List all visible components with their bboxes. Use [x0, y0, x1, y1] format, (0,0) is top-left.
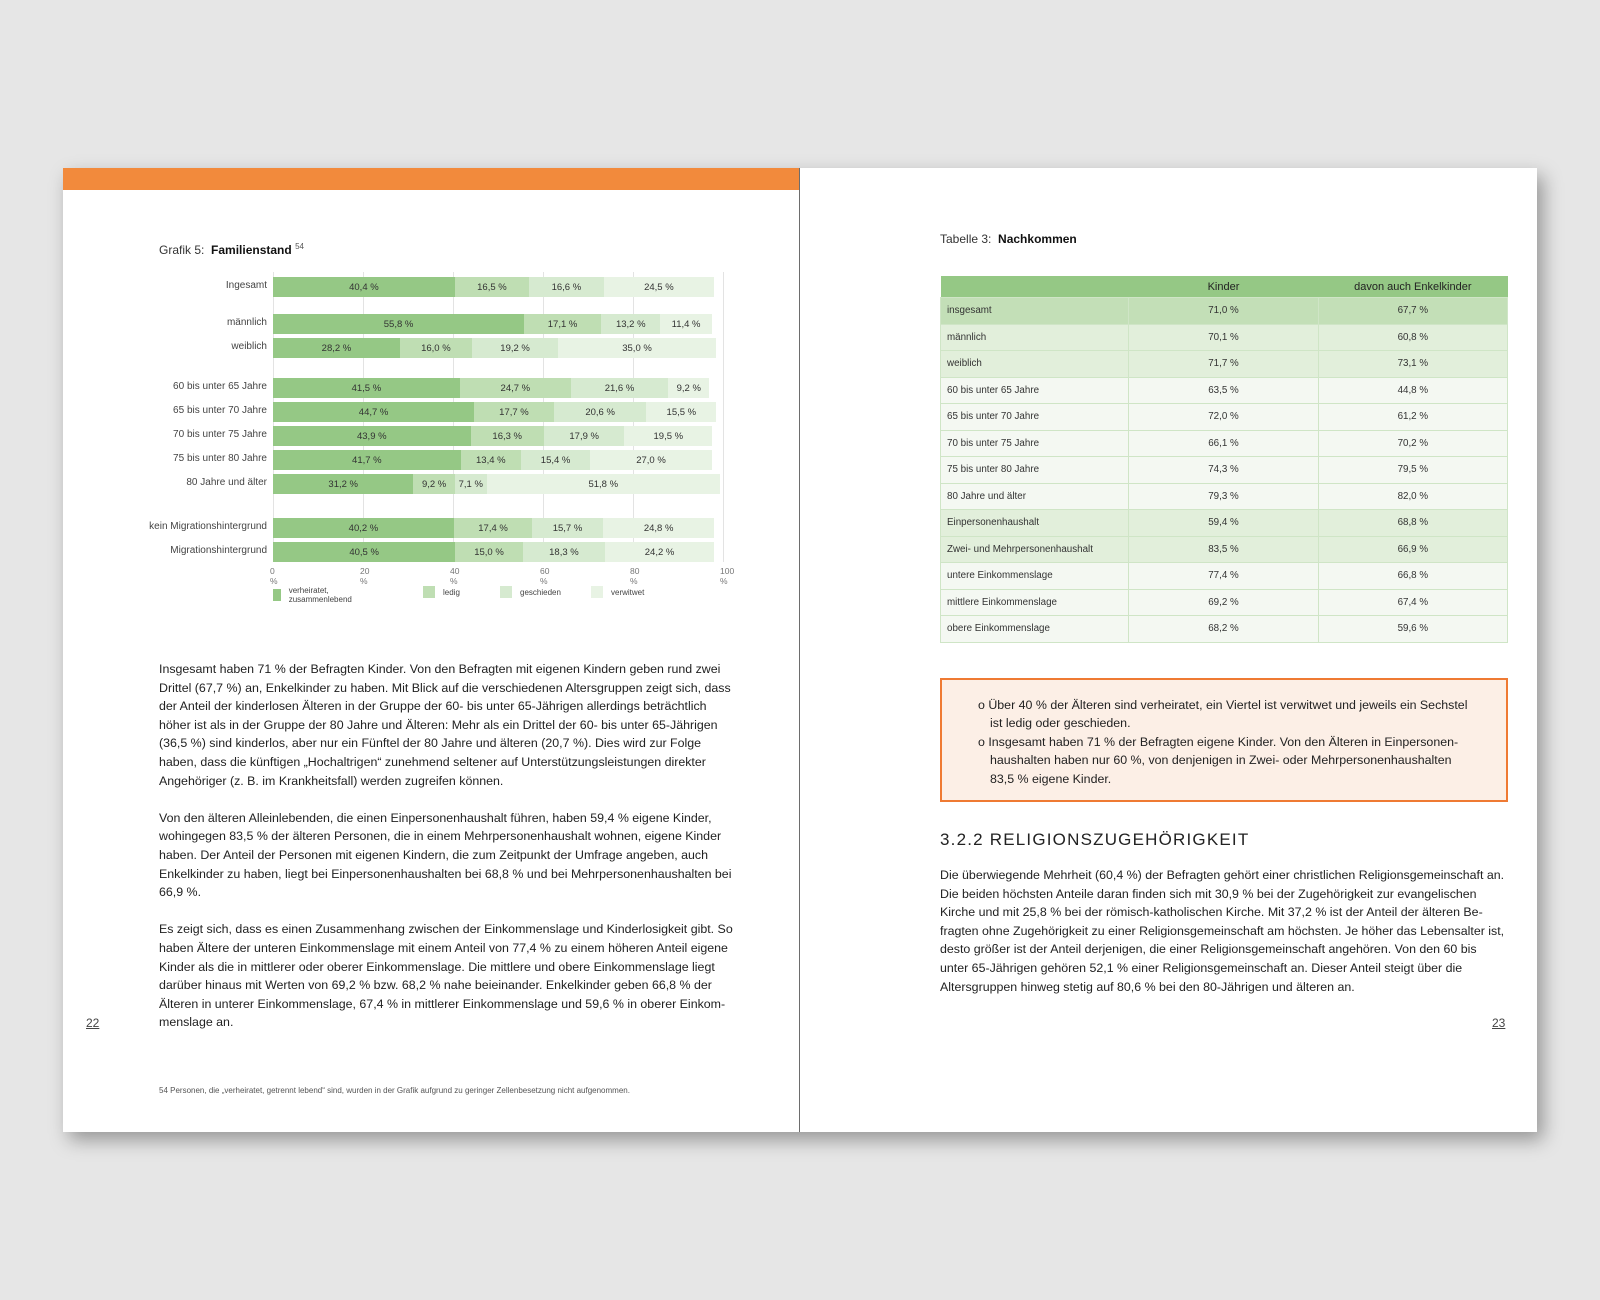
table-caption-title: Nachkommen — [998, 232, 1077, 246]
kinder-cell: 83,5 % — [1129, 536, 1318, 563]
bar-row — [273, 426, 712, 446]
x-tick-label: 40 % — [450, 566, 460, 586]
row-label-cell: mittlere Einkommenslage — [941, 589, 1129, 616]
gridline — [723, 272, 724, 562]
figure-caption-prefix: Grafik 5: — [159, 243, 205, 257]
bar-row — [273, 518, 714, 538]
body-text-right — [940, 866, 1508, 1015]
bar-row — [273, 277, 714, 297]
enkel-cell: 70,2 % — [1318, 430, 1507, 457]
bar-segment-ledig: 15,0 % — [455, 542, 523, 562]
legend-label: ledig — [443, 587, 460, 597]
bar-segment-verheiratet: 41,5 % — [273, 378, 460, 398]
bar-segment-geschieden: 7,1 % — [455, 474, 487, 494]
footnote-ref: 54 — [295, 242, 304, 251]
page-left — [63, 168, 799, 1132]
x-tick-label: 20 % — [360, 566, 370, 586]
bar-segment-geschieden: 16,6 % — [529, 277, 604, 297]
bar-segment-verwitwet: 24,2 % — [605, 542, 714, 562]
row-label: Migrationshintergrund — [170, 545, 267, 556]
kinder-cell: 79,3 % — [1129, 483, 1318, 510]
bar-segment-verwitwet: 19,5 % — [624, 426, 712, 446]
enkel-cell: 44,8 % — [1318, 377, 1507, 404]
enkel-cell: 59,6 % — [1318, 616, 1507, 643]
table-header-kinder: Kinder — [1129, 276, 1318, 298]
kinder-cell: 70,1 % — [1129, 324, 1318, 351]
kinder-cell: 69,2 % — [1129, 589, 1318, 616]
row-label-cell: 75 bis unter 80 Jahre — [941, 457, 1129, 484]
bar-segment-verheiratet: 31,2 % — [273, 474, 413, 494]
bar-segment-verwitwet: 24,8 % — [603, 518, 715, 538]
x-tick-label: 100 % — [720, 566, 735, 586]
kinder-cell: 66,1 % — [1129, 430, 1318, 457]
row-label: Ingesamt — [225, 280, 267, 291]
kinder-cell: 68,2 % — [1129, 616, 1318, 643]
kinder-cell: 63,5 % — [1129, 377, 1318, 404]
bar-segment-geschieden: 19,2 % — [472, 338, 558, 358]
bar-segment-ledig: 9,2 % — [413, 474, 454, 494]
legend-item — [591, 586, 644, 598]
bar-segment-verheiratet: 43,9 % — [273, 426, 471, 446]
bar-segment-ledig: 24,7 % — [460, 378, 571, 398]
table-header-empty — [941, 276, 1129, 298]
bar-segment-verwitwet: 27,0 % — [590, 450, 712, 470]
bar-segment-geschieden: 15,7 % — [532, 518, 603, 538]
legend-swatch — [591, 586, 603, 598]
table-row — [941, 351, 1508, 378]
body-text-left — [159, 660, 735, 1050]
table-row — [941, 457, 1508, 484]
legend-item — [423, 586, 460, 598]
book-spread — [63, 168, 1537, 1132]
bar-segment-verwitwet: 24,5 % — [604, 277, 714, 297]
bar-segment-ledig: 16,5 % — [455, 277, 529, 297]
figure-caption-title: Familienstand — [211, 243, 292, 257]
table-row — [941, 324, 1508, 351]
bar-segment-verheiratet: 40,4 % — [273, 277, 455, 297]
row-label: 60 bis unter 65 Jahre — [173, 381, 267, 392]
bar-segment-ledig: 16,0 % — [400, 338, 472, 358]
enkel-cell: 61,2 % — [1318, 404, 1507, 431]
kinder-cell: 74,3 % — [1129, 457, 1318, 484]
bar-segment-verwitwet: 51,8 % — [487, 474, 720, 494]
row-label: männlich — [226, 317, 267, 328]
row-label-cell: insgesamt — [941, 298, 1129, 325]
row-label-cell: 70 bis unter 75 Jahre — [941, 430, 1129, 457]
table-row — [941, 563, 1508, 590]
bar-segment-verheiratet: 44,7 % — [273, 402, 474, 422]
kinder-cell: 71,7 % — [1129, 351, 1318, 378]
kinder-cell: 59,4 % — [1129, 510, 1318, 537]
figure-caption — [159, 242, 304, 257]
enkel-cell: 60,8 % — [1318, 324, 1507, 351]
enkel-cell: 73,1 % — [1318, 351, 1507, 378]
bar-segment-geschieden: 21,6 % — [571, 378, 668, 398]
legend-label: verheiratet, zusammenlebend — [288, 586, 352, 604]
bar-segment-ledig: 16,3 % — [471, 426, 544, 446]
bar-segment-geschieden: 17,9 % — [544, 426, 625, 446]
bar-row — [273, 402, 716, 422]
row-label-cell: untere Einkommenslage — [941, 563, 1129, 590]
row-label-cell: Zwei- und Mehrpersonenhaushalt — [941, 536, 1129, 563]
bar-segment-ledig: 17,7 % — [474, 402, 554, 422]
table-row — [941, 483, 1508, 510]
bar-segment-verheiratet: 28,2 % — [273, 338, 400, 358]
paragraph: Es zeigt sich, dass es einen Zusammenhang zwischen der Einkommenslage und Kinderlosigkeit gibt. So haben Ältere der unteren Einkommenslage mit einem Anteil von 77,4 % zu einem höheren Anteil eigene Kinder als die in mittlerer oder oberer Einkommenslage. Die mittlere und obere Einkommenslage liegt darüber hinaus mit Werten von 69,2 % bzw. 68,2 % nahe beieinander. Enkelkinder geben 66,8 % der Älteren in unterer Einkommenslage, 67,4 % in mittlerer Einkommenslage und 59,6 % in oberer Einkommenslage an. — [159, 922, 733, 1030]
row-label-cell: 60 bis unter 65 Jahre — [941, 377, 1129, 404]
bar-row — [273, 450, 712, 470]
enkel-cell: 66,8 % — [1318, 563, 1507, 590]
paragraph: Insgesamt haben 71 % der Befragten Kinder. Von den Befragten mit eigenen Kindern geben rund zwei Drittel (67,7 %) an, Enkelkinder zu haben. Mit Blick auf die verschiedenen Altersgruppen zeigt sich, dass der Anteil der kinderlosen Älteren in der Gruppe der 60- bis unter 65-Jährigen allerdings beträchtlich höher ist als in der Gruppe der 80 Jahre und Älteren: Mehr als ein Drittel der 60- bis unter 65-Jährigen (36,5 %) sind kinderlos, aber nur ein Fünftel der 80 Jahre und älteren (20,7 %). Dies wird zur Folge haben, dass die künftigen „Hochaltrigen“ zunehmend seltener auf Unterstützungsleistungen direkter Angehöriger (z. B. im Krankheitsfall) werden zugreifen können. — [159, 662, 731, 788]
footnote: 54 Personen, die „verheiratet, getrennt lebend“ sind, wurden in der Grafik aufgrund zu geringer Zellenbesetzung nicht aufgenommen. — [159, 1086, 630, 1095]
enkel-cell: 67,7 % — [1318, 298, 1507, 325]
legend-label: verwitwet — [611, 587, 645, 597]
bar-segment-verwitwet: 11,4 % — [660, 314, 711, 334]
table-header-row — [941, 276, 1508, 298]
enkel-cell: 79,5 % — [1318, 457, 1507, 484]
bar-segment-verheiratet: 41,7 % — [273, 450, 461, 470]
summary-point: o Insgesamt haben 71 % der Befragten eigene Kinder. Von den Älteren in Einpersonenhaushalten haben nur 60 %, von denjenigen in Zwei- oder Mehrpersonenhaushalten 83,5 % eigene Kinder. — [978, 734, 1459, 786]
bar-segment-verheiratet: 40,5 % — [273, 542, 455, 562]
table-row — [941, 510, 1508, 537]
kinder-cell: 77,4 % — [1129, 563, 1318, 590]
kinder-cell: 72,0 % — [1129, 404, 1318, 431]
legend-label: geschieden — [520, 587, 561, 597]
header-accent-bar — [63, 168, 799, 190]
bar-row — [273, 474, 720, 494]
bar-segment-verwitwet: 9,2 % — [668, 378, 709, 398]
page-number: 22 — [86, 1016, 100, 1030]
paragraph: Die überwiegende Mehrheit (60,4 %) der Befragten gehört einer christlichen Religionsgemeinschaft an. Die beiden höchsten Anteile daran finden sich mit 30,9 % bei der Zugehörigkeit zur evangelischen Kirche und mit 25,8 % bei der römisch-katholischen Kirche. Mit 37,2 % ist der Anteil der älteren Befragten ohne Zugehörigkeit zu einer Religionsgemeinschaft am höchsten. Je höher das Lebensalter ist, desto größer ist der Anteil derjenigen, die einer Religionsgemeinschaft angehören. Von den 60 bis unter 65-Jährigen gehören 52,1 % einer Religionsgemeinschaft an. Dieser Anteil steigt über die Altersgruppen hinweg stetig auf 80,6 % bei den 80-Jährigen und älteren an. — [940, 868, 1505, 994]
x-tick-label: 0 % — [270, 566, 278, 586]
enkel-cell: 82,0 % — [1318, 483, 1507, 510]
bar-segment-verheiratet: 40,2 % — [273, 518, 454, 538]
row-label-cell: 80 Jahre und älter — [941, 483, 1129, 510]
enkel-cell: 68,8 % — [1318, 510, 1507, 537]
table-row — [941, 536, 1508, 563]
table-row — [941, 377, 1508, 404]
bar-segment-geschieden: 18,3 % — [523, 542, 605, 562]
bar-segment-geschieden: 20,6 % — [554, 402, 647, 422]
enkel-cell: 67,4 % — [1318, 589, 1507, 616]
row-label: 75 bis unter 80 Jahre — [173, 453, 267, 464]
row-label-cell: 65 bis unter 70 Jahre — [941, 404, 1129, 431]
bar-segment-verwitwet: 35,0 % — [558, 338, 716, 358]
row-label-cell: Einpersonenhaushalt — [941, 510, 1129, 537]
summary-point: o Über 40 % der Älteren sind verheiratet, ein Viertel ist verwitwet und jeweils ein Sechstel ist ledig oder geschieden. — [978, 698, 1468, 731]
row-label-cell: weiblich — [941, 351, 1129, 378]
row-label: kein Migrationshintergrund — [149, 521, 267, 532]
summary-box — [940, 678, 1508, 802]
legend-item — [273, 586, 356, 604]
table-caption — [940, 232, 1077, 246]
bar-row — [273, 314, 712, 334]
table-caption-prefix: Tabelle 3: — [940, 232, 992, 246]
row-label: 80 Jahre und älter — [186, 477, 267, 488]
table-row — [941, 616, 1508, 643]
legend-swatch — [273, 589, 281, 601]
kinder-cell: 71,0 % — [1129, 298, 1318, 325]
bar-row — [273, 542, 714, 562]
table-row — [941, 298, 1508, 325]
bar-segment-ledig: 13,4 % — [461, 450, 521, 470]
row-label-cell: obere Einkommenslage — [941, 616, 1129, 643]
row-label: 65 bis unter 70 Jahre — [173, 405, 267, 416]
legend-swatch — [423, 586, 435, 598]
paragraph: Von den älteren Alleinlebenden, die einen Einpersonenhaushalt führen, haben 59,4 % eigene Kinder, wohingegen 83,5 % der älteren Personen, die in einem Mehrpersonenhaushalt wohnen, eigene Kinder haben. Der Anteil der Personen mit eigenen Kindern, die zum Zeitpunkt der Umfrage angeben, auch Enkelkinder zu haben, liegt bei Einpersonenhaushalten bei 68,8 % und bei Mehrpersonenhaushalten bei 66,9 %. — [159, 810, 732, 900]
table-row — [941, 589, 1508, 616]
bar-segment-ledig: 17,4 % — [454, 518, 532, 538]
row-label: 70 bis unter 75 Jahre — [173, 429, 267, 440]
row-label: weiblich — [231, 341, 267, 352]
legend-swatch — [500, 586, 512, 598]
bar-row — [273, 378, 709, 398]
bar-segment-verwitwet: 15,5 % — [646, 402, 716, 422]
bar-segment-geschieden: 13,2 % — [601, 314, 660, 334]
bar-segment-ledig: 17,1 % — [524, 314, 601, 334]
bar-segment-verheiratet: 55,8 % — [273, 314, 524, 334]
table-row — [941, 430, 1508, 457]
page-number: 23 — [1492, 1016, 1506, 1030]
bar-segment-geschieden: 15,4 % — [521, 450, 590, 470]
summary-list — [978, 696, 1468, 788]
page-right — [800, 168, 1537, 1132]
offspring-table — [940, 276, 1508, 643]
x-tick-label: 80 % — [630, 566, 640, 586]
section-title: 3.2.2 RELIGIONSZUGEHÖRIGKEIT — [940, 830, 1250, 849]
legend-item — [500, 586, 561, 598]
bar-row — [273, 338, 716, 358]
row-label-cell: männlich — [941, 324, 1129, 351]
enkel-cell: 66,9 % — [1318, 536, 1507, 563]
table-row — [941, 404, 1508, 431]
x-tick-label: 60 % — [540, 566, 550, 586]
table-header-enkel: davon auch Enkelkinder — [1318, 276, 1507, 298]
